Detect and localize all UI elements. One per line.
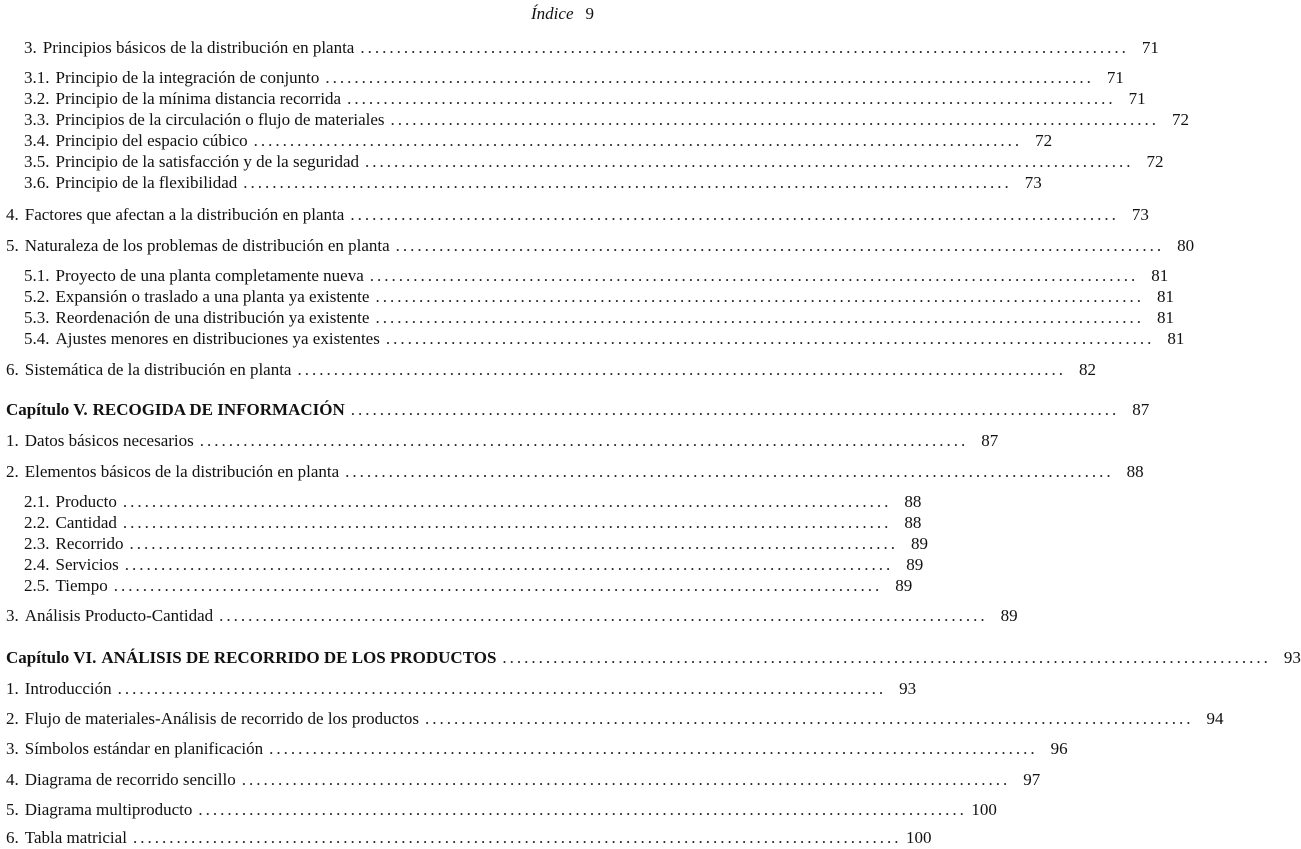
toc-entry[interactable] [24, 555, 924, 575]
toc-entry[interactable] [6, 770, 1041, 790]
toc-entry-number: 3.3. [24, 110, 50, 129]
toc-entry[interactable] [24, 89, 1146, 109]
toc-entry-page: 72 [1172, 110, 1190, 129]
toc-entry-title: Sistemática de la distribución en planta [24, 360, 292, 379]
toc-entry-number: 2.3. [24, 534, 50, 553]
toc-entry[interactable] [24, 152, 1164, 172]
toc-entry-title: Diagrama de recorrido sencillo [24, 770, 236, 789]
dot-leader: .......................................................................................................... [375, 308, 1144, 327]
toc-entry[interactable] [6, 828, 932, 848]
toc-entry-number: 6. [6, 828, 19, 847]
toc-entry-number: 1. [6, 431, 19, 450]
toc-entry-title: Principios básicos de la distribución en planta [42, 38, 355, 57]
chapter-title: RECOGIDA DE INFORMACIÓN [92, 400, 345, 419]
toc-entry[interactable] [24, 68, 1124, 88]
toc-entry[interactable] [6, 709, 1224, 729]
toc-entry[interactable] [6, 205, 1149, 225]
dot-leader: .......................................................................................................... [347, 89, 1116, 108]
running-header-page-number: 9 [585, 4, 594, 23]
toc-entry-page: 88 [1126, 462, 1144, 481]
chapter-label: Capítulo V. [6, 400, 88, 419]
toc-entry[interactable] [24, 492, 922, 512]
toc-entry-title: Principio de la mínima distancia recorrida [55, 89, 342, 108]
toc-entry-page: 71 [1106, 68, 1124, 87]
toc-entry-title: Producto [55, 492, 117, 511]
dot-leader: .......................................................................................................... [122, 513, 892, 532]
toc-entry-title: Tabla matricial [24, 828, 127, 847]
running-header-section: Índice [531, 4, 574, 23]
dot-leader: .......................................................................................................... [198, 800, 967, 819]
toc-entry-page: 97 [1023, 770, 1041, 789]
toc-entry-number: 3.2. [24, 89, 50, 108]
dot-leader: .......................................................................................................... [395, 236, 1165, 255]
toc-entry[interactable] [6, 462, 1144, 482]
toc-entry-page: 72 [1146, 152, 1164, 171]
toc-entry[interactable] [6, 606, 1018, 626]
toc-chapter-heading[interactable] [6, 648, 1301, 668]
toc-entry-title: Principio del espacio cúbico [55, 131, 248, 150]
toc-entry[interactable] [24, 266, 1169, 286]
toc-entry-title: Tiempo [55, 576, 108, 595]
toc-entry-number: 3. [6, 739, 19, 758]
dot-leader: .......................................................................................................... [132, 828, 902, 847]
dot-leader: .......................................................................................................... [345, 462, 1114, 481]
toc-entry-number: 2.5. [24, 576, 50, 595]
toc-entry-number: 5.3. [24, 308, 50, 327]
dot-leader: .......................................................................................................... [424, 709, 1194, 728]
toc-entry[interactable] [6, 739, 1068, 759]
dot-leader: .......................................................................................................... [117, 679, 887, 698]
toc-entry-title: Datos básicos necesarios [24, 431, 194, 450]
toc-entry[interactable] [24, 576, 913, 596]
toc-entry-number: 5. [6, 236, 19, 255]
toc-entry-title: Flujo de materiales-Análisis de recorrido de los productos [24, 709, 419, 728]
toc-entry-page: 87 [981, 431, 999, 450]
toc-entry-page: 94 [1206, 709, 1224, 728]
dot-leader: .......................................................................................................... [113, 576, 883, 595]
dot-leader: .......................................................................................................... [269, 739, 1038, 758]
toc-entry-number: 5.4. [24, 329, 50, 348]
toc-entry-page: 96 [1050, 739, 1068, 758]
toc-entry[interactable] [24, 287, 1174, 307]
toc-entry-title: Expansión o traslado a una planta ya existente [55, 287, 370, 306]
toc-entry-page: 81 [1167, 329, 1185, 348]
toc-entry-number: 5.1. [24, 266, 50, 285]
toc-entry-title: Ajustes menores en distribuciones ya existentes [55, 329, 380, 348]
toc-entry-page: 89 [895, 576, 913, 595]
toc-entry-page: 89 [906, 555, 924, 574]
toc-entry-title: Elementos básicos de la distribución en planta [24, 462, 340, 481]
toc-entry-page: 93 [899, 679, 917, 698]
toc-entry-title: Reordenación de una distribución ya existente [55, 308, 370, 327]
toc-entry-title: Introducción [24, 679, 112, 698]
toc-entry-number: 4. [6, 770, 19, 789]
toc-entry-number: 3.1. [24, 68, 50, 87]
chapter-title: ANÁLISIS DE RECORRIDO DE LOS PRODUCTOS [101, 648, 497, 667]
toc-entry-page: 82 [1078, 360, 1096, 379]
dot-leader: .......................................................................................................... [365, 152, 1134, 171]
toc-entry-number: 3.5. [24, 152, 50, 171]
toc-entry-number: 2. [6, 709, 19, 728]
toc-entry[interactable] [24, 110, 1190, 130]
toc-entry-title: Principio de la integración de conjunto [55, 68, 320, 87]
toc-entry-title: Cantidad [55, 513, 117, 532]
toc-entry-title: Principio de la satisfacción y de la seguridad [55, 152, 360, 171]
running-header [531, 4, 594, 24]
dot-leader: .......................................................................................................... [375, 287, 1144, 306]
dot-leader: .......................................................................................................... [350, 400, 1120, 419]
toc-entry-page: 93 [1283, 648, 1301, 667]
toc-entry-number: 4. [6, 205, 19, 224]
dot-leader: .......................................................................................................... [122, 492, 892, 511]
dot-leader: .......................................................................................................... [350, 205, 1119, 224]
toc-entry-number: 1. [6, 679, 19, 698]
toc-entry[interactable] [6, 679, 917, 699]
dot-leader: .......................................................................................................... [325, 68, 1094, 87]
toc-entry[interactable] [6, 360, 1096, 380]
dot-leader: .......................................................................................................... [360, 38, 1129, 57]
toc-entry-page: 87 [1132, 400, 1150, 419]
dot-leader: .......................................................................................................... [199, 431, 969, 450]
dot-leader: .......................................................................................................... [243, 173, 1012, 192]
toc-entry-page: 100 [971, 800, 997, 819]
toc-entry-page: 100 [905, 828, 932, 847]
toc-entry[interactable] [24, 38, 1159, 58]
dot-leader: .......................................................................................................... [390, 110, 1160, 129]
dot-leader: .......................................................................................................... [297, 360, 1066, 379]
toc-entry-title: Factores que afectan a la distribución en planta [24, 205, 345, 224]
toc-entry-page: 88 [904, 492, 922, 511]
toc-entry[interactable] [24, 534, 928, 554]
chapter-label: Capítulo VI. [6, 648, 97, 667]
toc-entry-title: Símbolos estándar en planificación [24, 739, 264, 758]
toc-entry-page: 88 [904, 513, 922, 532]
toc-entry-page: 81 [1151, 266, 1169, 285]
dot-leader: .......................................................................................................... [219, 606, 988, 625]
toc-entry-page: 89 [1000, 606, 1018, 625]
toc-entry[interactable] [24, 308, 1174, 328]
toc-entry-title: Principio de la flexibilidad [55, 173, 238, 192]
toc-entry-number: 3.4. [24, 131, 50, 150]
toc-entry-title: Naturaleza de los problemas de distribución en planta [24, 236, 390, 255]
toc-entry-page: 81 [1156, 308, 1174, 327]
toc-entry-page: 71 [1128, 89, 1146, 108]
toc-entry[interactable] [24, 329, 1185, 349]
toc-entry[interactable] [6, 800, 997, 820]
toc-entry[interactable] [6, 431, 999, 451]
toc-entry-page: 73 [1131, 205, 1149, 224]
toc-entry-number: 2.4. [24, 555, 50, 574]
dot-leader: .......................................................................................................... [502, 648, 1271, 667]
toc-entry-number: 3.6. [24, 173, 50, 192]
toc-entry-number: 6. [6, 360, 19, 379]
dot-leader: .......................................................................................................... [385, 329, 1155, 348]
toc-entry[interactable] [6, 236, 1195, 256]
toc-entry-page: 80 [1177, 236, 1195, 255]
dot-leader: .......................................................................................................... [129, 534, 898, 553]
toc-entry-number: 2.1. [24, 492, 50, 511]
toc-entry-page: 71 [1141, 38, 1159, 57]
toc-entry-page: 81 [1156, 287, 1174, 306]
toc-entry-page: 72 [1035, 131, 1053, 150]
toc-entry[interactable] [24, 131, 1053, 151]
toc-entry-number: 5. [6, 800, 19, 819]
toc-entry-page: 89 [910, 534, 928, 553]
toc-chapter-heading[interactable] [6, 400, 1150, 420]
toc-entry-number: 5.2. [24, 287, 50, 306]
dot-leader: .......................................................................................................... [241, 770, 1011, 789]
toc-entry[interactable] [24, 513, 922, 533]
dot-leader: .......................................................................................................... [253, 131, 1023, 150]
toc-entry-title: Servicios [55, 555, 119, 574]
toc-entry-title: Recorrido [55, 534, 124, 553]
toc-entry-number: 3. [6, 606, 19, 625]
toc-entry-title: Proyecto de una planta completamente nueva [55, 266, 364, 285]
toc-entry-title: Análisis Producto-Cantidad [24, 606, 214, 625]
toc-entry-title: Diagrama multiproducto [24, 800, 193, 819]
toc-entry-title: Principios de la circulación o flujo de materiales [55, 110, 385, 129]
toc-entry-page: 73 [1024, 173, 1042, 192]
toc-entry-number: 2.2. [24, 513, 50, 532]
toc-entry[interactable] [24, 173, 1042, 193]
dot-leader: .......................................................................................................... [124, 555, 894, 574]
dot-leader: .......................................................................................................... [369, 266, 1139, 285]
toc-entry-number: 2. [6, 462, 19, 481]
toc-entry-number: 3. [24, 38, 37, 57]
